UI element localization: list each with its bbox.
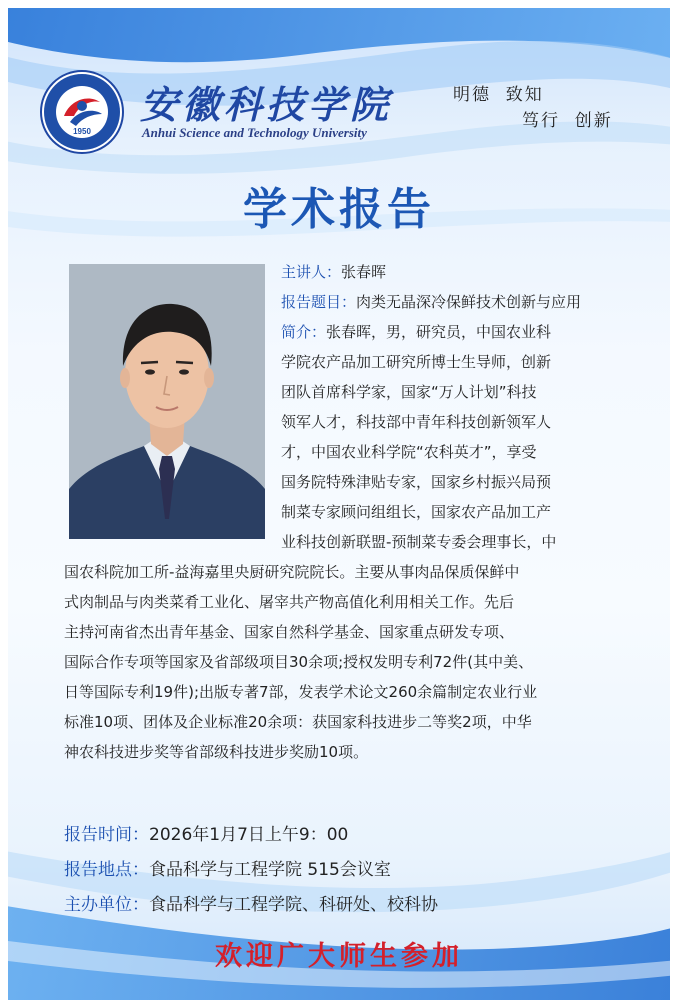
report-time	[64, 820, 348, 845]
intro-line-3: 团队首席科学家，国家“万人计划”科技	[281, 383, 537, 401]
location-value: 食品科学与工程学院 515会议室	[149, 860, 391, 880]
speaker-portrait-illustration	[69, 264, 265, 539]
intro-label: 简介：	[281, 323, 327, 341]
intro-line-5: 才，中国农业科学院“农科英才”，享受	[281, 443, 537, 461]
poster-title: 学术报告	[243, 184, 435, 235]
organizer-value: 食品科学与工程学院、科研处、校科协	[149, 895, 438, 915]
bio-line-3: 主持河南省杰出青年基金、国家自然科学基金、国家重点研发专项、	[64, 623, 515, 641]
time-label: 报告时间：	[64, 825, 149, 845]
organizer-label: 主办单位：	[64, 895, 149, 915]
intro-line-4: 领军人才，科技部中青年科技创新领军人	[281, 413, 552, 431]
bio-line-4: 国际合作专项等国家及省部级项目30余项;授权发明专利72件(其中美、	[64, 653, 534, 671]
intro-text: 张春晖，男，研究员，中国农业科	[326, 323, 552, 341]
university-name-cn: 安徽科技学院	[140, 82, 393, 127]
motto-line-1: 明德 致知	[453, 85, 544, 105]
intro-line-6: 国务院特殊津贴专家，国家乡村振兴局预	[281, 473, 552, 491]
topic-value: 肉类无晶深冷保鲜技术创新与应用	[356, 293, 582, 311]
location-label: 报告地点：	[64, 860, 149, 880]
motto-line-2: 笃行 创新	[522, 111, 613, 131]
speaker-line	[281, 257, 631, 287]
topic-label: 报告题目：	[281, 293, 357, 311]
time-value: 2026年1月7日上午9：00	[149, 825, 349, 845]
welcome-message: 欢迎广大师生参加	[215, 941, 463, 972]
bio-line-7: 神农科技进步奖等省部级科技进步奖励10项。	[64, 743, 369, 761]
report-organizer	[64, 890, 438, 915]
logo-year: 1950	[73, 127, 91, 136]
intro-line-8: 业科技创新联盟-预制菜专委会理事长，中	[281, 533, 557, 551]
speaker-name: 张春晖	[341, 263, 387, 281]
bio-line-5: 日等国际专利19件);出版专著7部，发表学术论文260余篇制定农业行业	[64, 683, 538, 701]
intro-line-2: 学院农产品加工研究所博士生导师，创新	[281, 353, 552, 371]
bio-line-6: 标准10项、团体及企业标准20余项：获国家科技进步二等奖2项，中华	[64, 713, 532, 731]
university-name-en: Anhui Science and Technology University	[142, 125, 367, 140]
speaker-photo	[69, 264, 265, 539]
bio-line-1: 国农科院加工所-益海嘉里央厨研究院院长。主要从事肉品保质保鲜中	[64, 563, 520, 581]
bio-line-2: 式肉制品与肉类菜肴工业化、屠宰共产物高值化利用相关工作。先后	[64, 593, 515, 611]
university-logo-icon	[40, 70, 124, 154]
report-location	[64, 855, 391, 880]
speaker-label: 主讲人：	[281, 263, 342, 281]
topic-line	[281, 287, 631, 317]
intro-line-1	[281, 317, 631, 347]
intro-line-7: 制菜专家顾问组组长，国家农产品加工产	[281, 503, 552, 521]
